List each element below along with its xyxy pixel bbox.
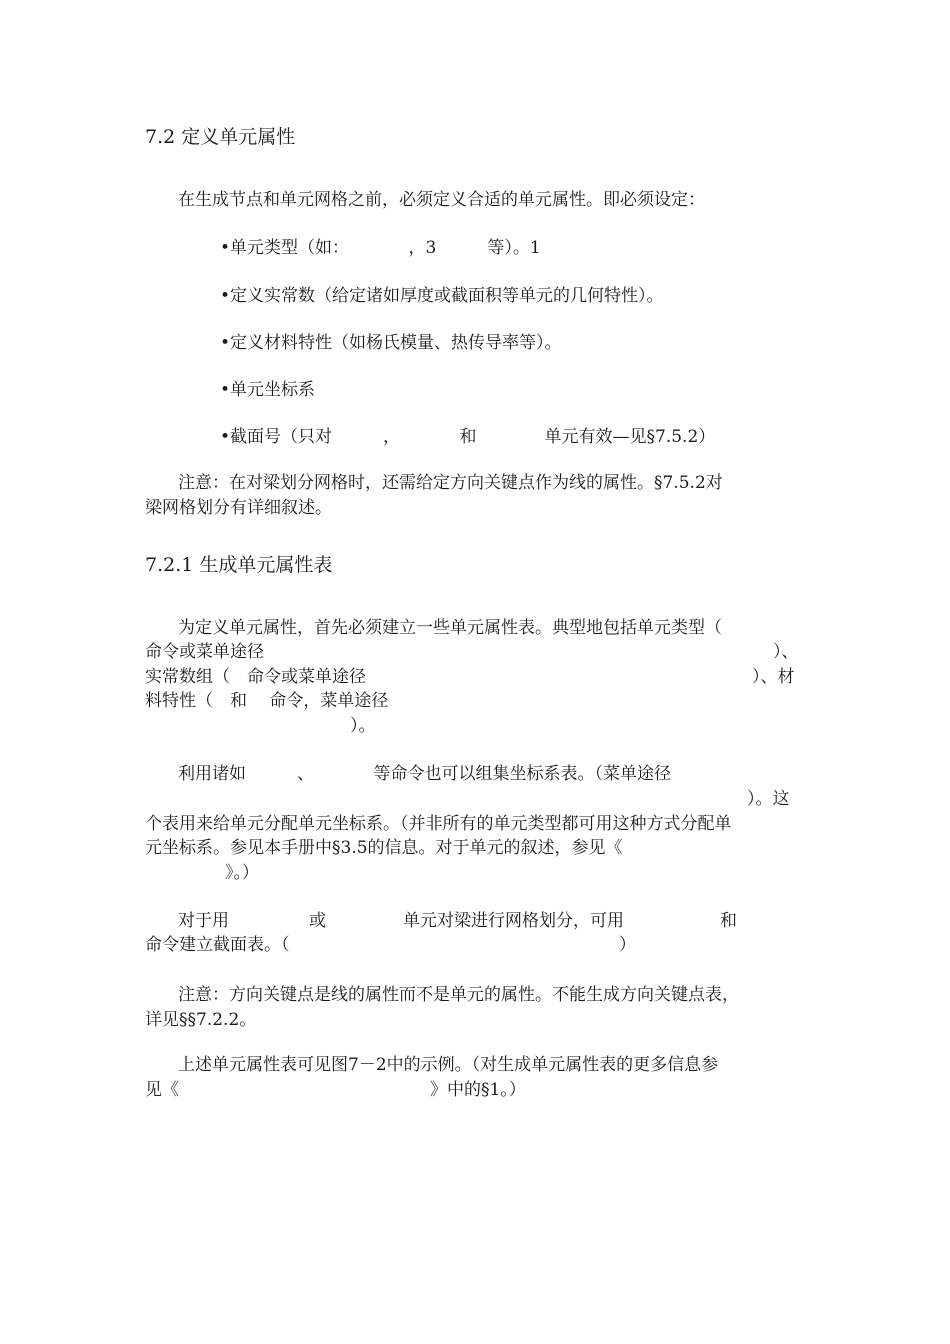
para4-line2a: 见《: [145, 1080, 179, 1100]
para3-line1b: 或: [309, 911, 326, 931]
para1-line2b: ）、: [773, 642, 799, 662]
para1-line1: 为定义单元属性，首先必须建立一些单元属性表。典型地包括单元类型（: [178, 618, 722, 638]
para2-line5: 》。）: [225, 863, 259, 883]
para1-line3b: ）、材: [752, 667, 795, 687]
section-heading-7-2: 7.2 定义单元属性: [145, 126, 296, 148]
section-heading-7-2-1: 7.2.1 生成单元属性表: [145, 554, 333, 576]
note1-line2: 梁网格划分有详细叙述。: [145, 498, 332, 518]
para3-line2a: 命令建立截面表。（: [145, 935, 290, 955]
para1-line3a: 实常数组（ 命令或菜单途径: [145, 667, 366, 687]
para2-line3: 个表用来给单元分配单元坐标系。（并非所有的单元类型都可用这种方式分配单: [145, 814, 732, 834]
para2-line2: ）。这: [747, 789, 790, 809]
bullet-element-type: •单元类型（如： ，3 等）。1: [220, 238, 541, 258]
bullet-material-properties: •定义材料特性（如杨氏模量、热传导率等）。: [220, 333, 562, 353]
para3-line1c: 单元对梁进行网格划分，可用: [403, 911, 624, 931]
intro-paragraph: 在生成节点和单元网格之前，必须定义合适的单元属性。即必须设定：: [178, 190, 705, 210]
para3-line1d: 和: [720, 911, 737, 931]
para1-line2a: 命令或菜单途径: [145, 642, 264, 662]
para1-line4: 料特性（ 和 命令，菜单途径: [145, 691, 389, 711]
note2-line1: 注意：方向关键点是线的属性而不是单元的属性。不能生成方向关键点表，: [178, 985, 739, 1005]
para3-line1a: 对于用: [178, 911, 229, 931]
para1-line5: ）。: [350, 716, 376, 736]
bullet-element-coordinate-system: •单元坐标系: [220, 380, 316, 400]
note2-line2: 详见§§7.2.2。: [145, 1010, 257, 1030]
para2-line4: 元坐标系。参见本手册中§3.5的信息。对于单元的叙述，参见《: [145, 838, 623, 858]
note1-line1: 注意：在对梁划分网格时，还需给定方向关键点作为线的属性。§7.5.2对: [178, 473, 723, 493]
para4-line2b: 》中的§1。）: [430, 1080, 526, 1100]
bullet-section-number: •截面号（只对 ， 和 单元有效—见§7.5.2）: [220, 427, 716, 447]
bullet-real-constants: •定义实常数（给定诸如厚度或截面积等单元的几何特性）。: [220, 286, 664, 306]
para3-line2b: ）: [619, 935, 636, 955]
para4-line1: 上述单元属性表可见图7－2中的示例。（对生成单元属性表的更多信息参: [178, 1055, 719, 1075]
para2-line1: 利用诸如 、 等命令也可以组集坐标系表。（菜单途径: [178, 764, 671, 784]
